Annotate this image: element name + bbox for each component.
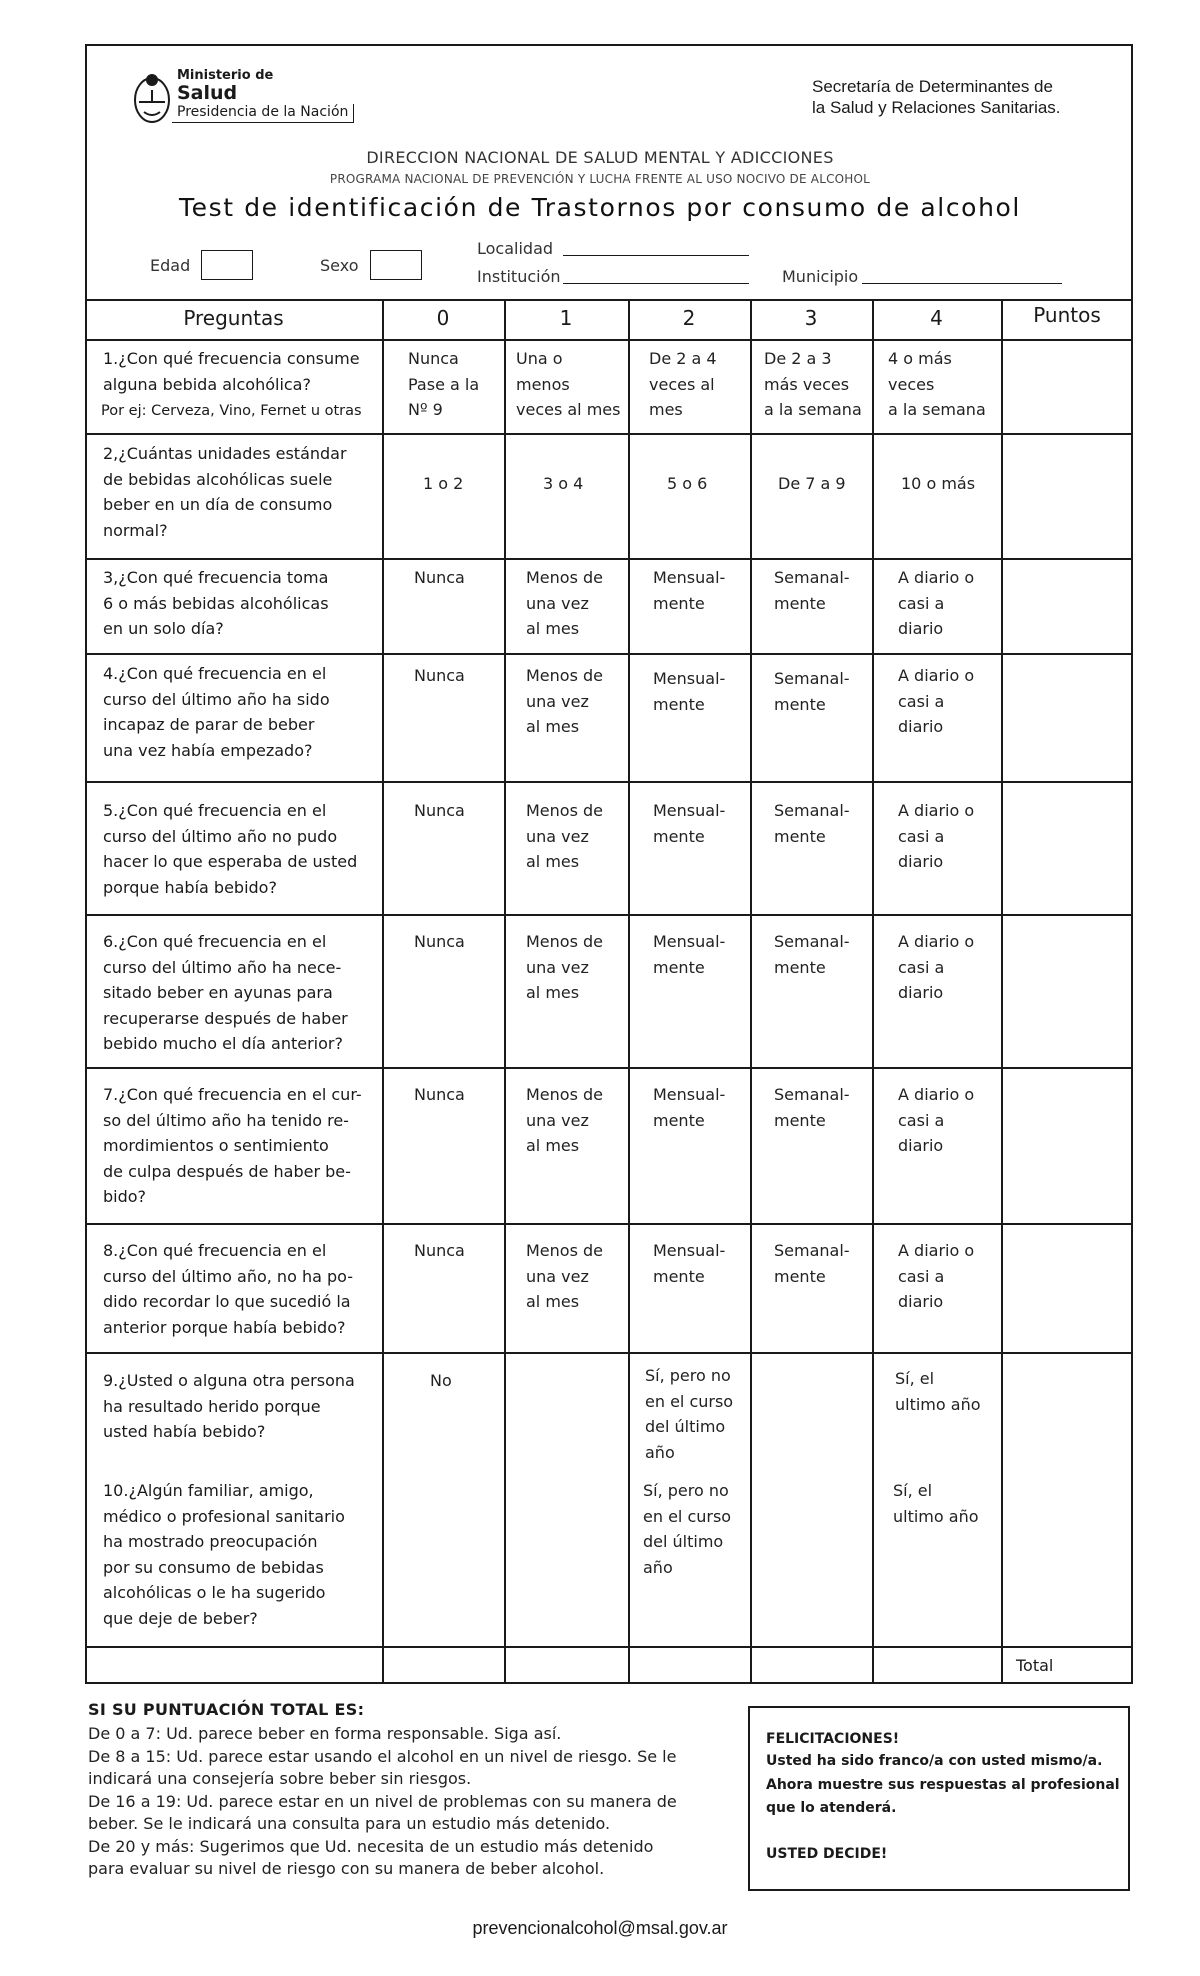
sexo-label: Sexo <box>320 256 359 275</box>
scoring-line: De 16 a 19: Ud. parece estar en un nivel de problemas con su manera de <box>88 1792 677 1811</box>
row3-option-1: Menos de una vez al mes <box>526 568 603 638</box>
congrats-closing: USTED DECIDE! <box>766 1846 888 1862</box>
question-6: 6.¿Con qué frecuencia en el curso del último año ha nece- sitado beber en ayunas para recuperarse después de haber bebido mucho el día anterior? <box>103 932 348 1053</box>
row-divider <box>85 1067 1133 1069</box>
row4-option-1: Menos de una vez al mes <box>526 666 603 736</box>
header-col-3: 3 <box>804 306 818 330</box>
sexo-input[interactable] <box>370 250 422 280</box>
row9-option-4: Sí, el ultimo año <box>895 1369 981 1414</box>
row1-option-3: De 2 a 3 más veces a la semana <box>764 349 862 419</box>
row3-option-4: A diario o casi a diario <box>898 568 975 638</box>
congrats-title: FELICITACIONES! <box>766 1731 900 1747</box>
row-divider <box>85 1352 1133 1354</box>
row-divider <box>85 781 1133 783</box>
scoring-line: De 20 y más: Sugerimos que Ud. necesita de un estudio más detenido <box>88 1837 654 1856</box>
row3-option-3: Semanal- mente <box>774 568 850 613</box>
row4-option-3: Semanal- mente <box>774 669 850 714</box>
question-1: 1.¿Con qué frecuencia consume alguna bebida alcohólica? <box>103 349 360 394</box>
question-1-note: Por ej: Cerveza, Vino, Fernet u otras <box>101 403 362 419</box>
direccion-heading: DIRECCION NACIONAL DE SALUD MENTAL Y ADICCIONES <box>366 148 834 167</box>
question-9: 9.¿Usted o alguna otra persona ha resultado herido porque usted había bebido? <box>103 1371 355 1441</box>
row10-option-4: Sí, el ultimo año <box>893 1481 979 1526</box>
secretaria-line2: la Salud y Relaciones Sanitarias. <box>812 98 1061 117</box>
row-divider <box>85 1223 1133 1225</box>
row7-option-2: Mensual- mente <box>653 1085 726 1130</box>
localidad-field[interactable] <box>563 255 749 256</box>
municipio-label: Municipio <box>782 267 859 286</box>
row8-option-1: Menos de una vez al mes <box>526 1241 603 1311</box>
row6-option-3: Semanal- mente <box>774 932 850 977</box>
question-8: 8.¿Con qué frecuencia en el curso del último año, no ha po- dido recordar lo que sucedió la anterior porque había bebido? <box>103 1241 353 1337</box>
scoring-heading: SI SU PUNTUACIÓN TOTAL ES: <box>88 1700 365 1719</box>
row4-option-4: A diario o casi a diario <box>898 666 975 736</box>
row8-option-3: Semanal- mente <box>774 1241 850 1286</box>
row3-option-2: Mensual- mente <box>653 568 726 613</box>
scoring-line: De 8 a 15: Ud. parece estar usando el alcohol en un nivel de riesgo. Se le <box>88 1747 677 1766</box>
row5-option-3: Semanal- mente <box>774 801 850 846</box>
row4-option-2: Mensual- mente <box>653 669 726 714</box>
row4-option-0: Nunca <box>414 666 465 685</box>
row1-option-1: Una o menos veces al mes <box>516 349 621 419</box>
row2-option-0: 1 o 2 <box>423 474 464 493</box>
header-col-1: 1 <box>559 306 573 330</box>
row5-option-2: Mensual- mente <box>653 801 726 846</box>
secretaria-heading <box>812 76 1061 118</box>
programa-heading: PROGRAMA NACIONAL DE PREVENCIÓN Y LUCHA FRENTE AL USO NOCIVO DE ALCOHOL <box>329 172 871 186</box>
table-header-border <box>85 339 1133 341</box>
row2-option-3: De 7 a 9 <box>778 474 846 493</box>
row10-option-2: Sí, pero no en el curso del último año <box>643 1481 732 1577</box>
row2-option-1: 3 o 4 <box>543 474 584 493</box>
row8-option-0: Nunca <box>414 1241 465 1260</box>
row7-option-1: Menos de una vez al mes <box>526 1085 603 1155</box>
institucion-field[interactable] <box>563 283 749 284</box>
edad-input[interactable] <box>201 250 253 280</box>
column-divider <box>504 299 506 1684</box>
row1-option-0: Nunca Pase a la Nº 9 <box>408 349 480 419</box>
row5-option-1: Menos de una vez al mes <box>526 801 603 871</box>
question-10: 10.¿Algún familiar, amigo, médico o profesional sanitario ha mostrado preocupación por su consumo de bebidas alcohólicas o le ha sugerido que deje de beber? <box>103 1481 345 1628</box>
logo-line2: Salud <box>177 82 238 104</box>
row8-option-4: A diario o casi a diario <box>898 1241 975 1311</box>
row9-option-2: Sí, pero no en el curso del último año <box>645 1366 734 1462</box>
row-divider <box>85 914 1133 916</box>
edad-label: Edad <box>150 256 191 275</box>
contact-email[interactable]: prevencionalcohol@msal.gov.ar <box>472 1918 728 1938</box>
congrats-line1: Usted ha sido franco/a con usted mismo/a. <box>766 1753 1103 1769</box>
row2-option-4: 10 o más <box>901 474 976 493</box>
question-3: 3,¿Con qué frecuencia toma 6 o más bebidas alcohólicas en un solo día? <box>103 568 329 638</box>
question-5: 5.¿Con qué frecuencia en el curso del último año no pudo hacer lo que esperaba de usted porque había bebido? <box>103 801 358 897</box>
column-divider <box>872 299 874 1684</box>
ministerio-logo <box>132 66 382 130</box>
row6-option-0: Nunca <box>414 932 465 951</box>
row-divider <box>85 558 1133 560</box>
institucion-label: Institución <box>477 267 561 286</box>
row-divider <box>85 653 1133 655</box>
question-4: 4.¿Con qué frecuencia en el curso del último año ha sido incapaz de parar de beber una vez había empezado? <box>103 664 330 760</box>
scoring-line: para evaluar su nivel de riesgo con su manera de beber alcohol. <box>88 1859 605 1878</box>
row2-option-2: 5 o 6 <box>667 474 708 493</box>
row9-option-0: No <box>430 1371 452 1390</box>
logo-line1: Ministerio de <box>177 68 274 83</box>
row7-option-3: Semanal- mente <box>774 1085 850 1130</box>
column-divider <box>382 299 384 1684</box>
logo-line3: Presidencia de la Nación <box>172 104 354 123</box>
header-col-2: 2 <box>682 306 696 330</box>
row3-option-0: Nunca <box>414 568 465 587</box>
question-7: 7.¿Con qué frecuencia en el cur- so del último año ha tenido re- mordimientos o sentimiento de culpa después de haber be- bido? <box>103 1085 362 1206</box>
row6-option-1: Menos de una vez al mes <box>526 932 603 1002</box>
column-divider <box>750 299 752 1684</box>
row1-option-4: 4 o más veces a la semana <box>888 349 986 419</box>
row-divider <box>85 1646 1133 1648</box>
congrats-line3: que lo atenderá. <box>766 1800 897 1816</box>
row5-option-4: A diario o casi a diario <box>898 801 975 871</box>
column-divider <box>628 299 630 1684</box>
question-2: 2,¿Cuántas unidades estándar de bebidas alcohólicas suele beber en un día de consumo normal? <box>103 444 347 540</box>
page-title: Test de identificación de Trastornos por consumo de alcohol <box>179 193 1021 222</box>
total-label: Total <box>1016 1656 1054 1675</box>
secretaria-line1: Secretaría de Determinantes de <box>812 77 1053 96</box>
coat-of-arms-icon <box>132 70 172 126</box>
congrats-line2: Ahora muestre sus respuestas al profesional <box>766 1777 1120 1793</box>
row-divider <box>85 433 1133 435</box>
header-preguntas: Preguntas <box>183 306 284 330</box>
scoring-line: beber. Se le indicará una consulta para un estudio más detenido. <box>88 1814 611 1833</box>
row8-option-2: Mensual- mente <box>653 1241 726 1286</box>
column-divider <box>1001 299 1003 1684</box>
row6-option-4: A diario o casi a diario <box>898 932 975 1002</box>
localidad-label: Localidad <box>477 239 554 258</box>
row1-option-2: De 2 a 4 veces al mes <box>649 349 717 419</box>
row7-option-0: Nunca <box>414 1085 465 1104</box>
scoring-line: De 0 a 7: Ud. parece beber en forma responsable. Siga así. <box>88 1724 562 1743</box>
header-col-4: 4 <box>930 306 943 330</box>
row5-option-0: Nunca <box>414 801 465 820</box>
congrats-box <box>748 1706 1130 1891</box>
header-col-0: 0 <box>436 306 450 330</box>
header-puntos: Puntos <box>1033 303 1101 327</box>
row7-option-4: A diario o casi a diario <box>898 1085 975 1155</box>
municipio-field[interactable] <box>862 283 1062 284</box>
row6-option-2: Mensual- mente <box>653 932 726 977</box>
scoring-line: indicará una consejería sobre beber sin riesgos. <box>88 1769 472 1788</box>
table-top-border <box>85 299 1133 301</box>
